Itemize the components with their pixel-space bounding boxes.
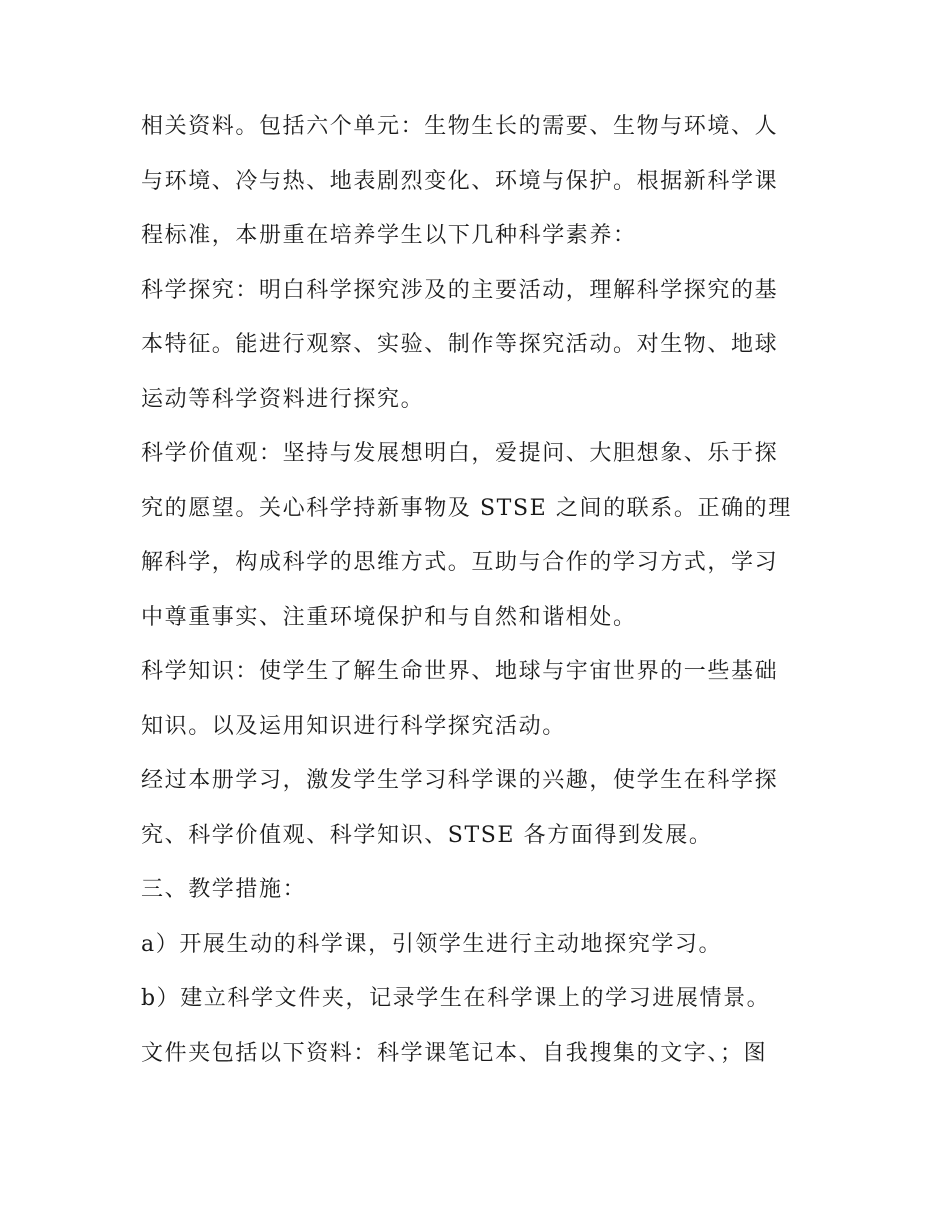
text-line: 科学价值观：坚持与发展想明白，爱提问、大胆想象、乐于探: [141, 441, 779, 466]
text-line: 程标准，本册重在培养学生以下几种科学素养：: [141, 223, 637, 248]
list-item: a）开展生动的科学课，引领学生进行主动地探究学习。: [141, 931, 723, 957]
body-text: [141, 100, 816, 1081]
text-line: 中尊重事实、注重环境保护和与自然和谐相处。: [141, 604, 637, 630]
list-item: b）建立科学文件夹，记录学生在科学课上的学习进展情景。: [141, 986, 771, 1011]
section-heading: 三、教学措施：: [141, 877, 307, 902]
text-line: 相关资料。包括六个单元：生物生长的需要、生物与环境、人: [141, 114, 779, 139]
text-line: 科学知识：使学生了解生命世界、地球与宇宙世界的一些基础: [141, 659, 779, 684]
text-line: 科学探究：明白科学探究涉及的主要活动，理解科学探究的基: [141, 277, 779, 303]
text-line: 经过本册学习，激发学生学习科学课的兴趣，使学生在科学探: [141, 768, 779, 793]
text-line: 解科学，构成科学的思维方式。互助与合作的学习方式，学习: [141, 550, 779, 575]
text-line: 文件夹包括以下资料：科学课笔记本、自我搜集的文字、；图: [141, 1040, 768, 1066]
text-line: 究、科学价值观、科学知识、STSE 各方面得到发展。: [141, 822, 713, 848]
text-line: 本特征。能进行观察、实验、制作等探究活动。对生物、地球: [141, 332, 779, 357]
text-line: 与环境、冷与热、地表剧烈变化、环境与保护。根据新科学课: [141, 168, 779, 194]
text-line: 究的愿望。关心科学持新事物及 STSE 之间的联系。正确的理: [141, 495, 792, 521]
text-line: 运动等科学资料进行探究。: [141, 386, 425, 412]
text-line: 知识。以及运用知识进行科学探究活动。: [141, 713, 566, 739]
